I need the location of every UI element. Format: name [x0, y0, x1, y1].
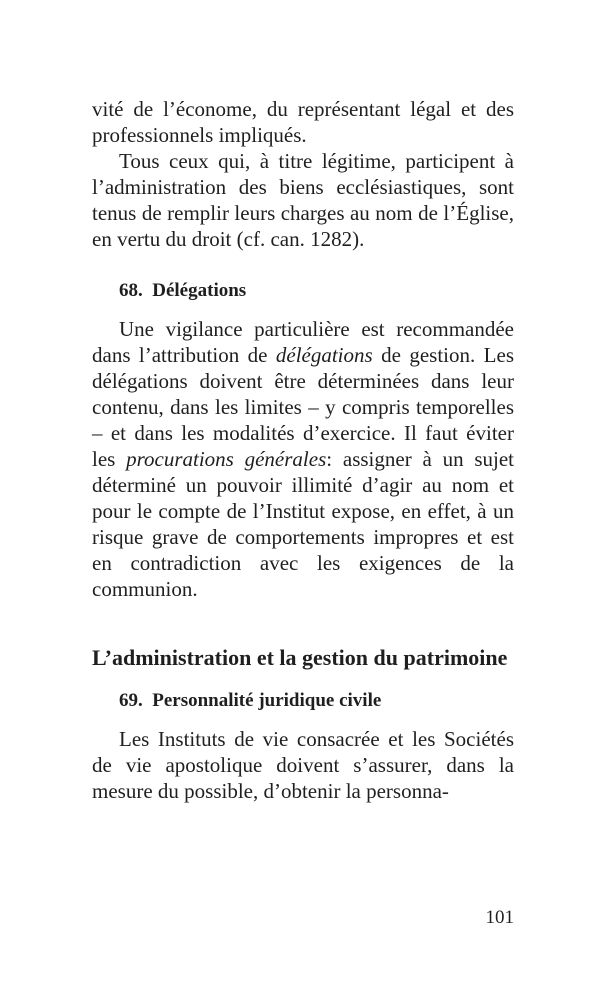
- chapter-heading: L’administration et la gestion du patrimoine: [92, 645, 508, 670]
- italic-term-delegations: délégations: [275, 343, 373, 367]
- page-number: 101: [485, 907, 514, 928]
- section-68-title: Délégations: [152, 280, 247, 301]
- spacer: [92, 304, 514, 316]
- text-run: Une vigilance particulière est recommandée dans l’attribution de: [92, 317, 514, 367]
- section-69-number: 69.: [119, 690, 143, 711]
- section-68-heading: [92, 278, 514, 304]
- text-run: : assigner à un sujet déterminé un pouvoir illimité d’agir au nom et pour le compte de l’Institut expose, en effet, à un risque grave de comportements impropres et est en contradiction avec les exigences de la communion.: [92, 447, 515, 601]
- paragraph-intro: vité de l’économe, du représentant légal et des professionnels impliqués.: [92, 97, 514, 147]
- page-content: [92, 96, 514, 804]
- section-68-number: 68.: [119, 280, 143, 301]
- italic-term-procurations: procurations générales: [126, 447, 327, 471]
- paragraph-delegations: [92, 316, 514, 602]
- text-run: de gestion. Les délégations doivent être déterminées dans leur contenu, dans les limites – y compris temporelles – et dans les modalités d’exercice. Il faut éviter les: [92, 343, 514, 471]
- paragraph-personnalite: Les Instituts de vie consacrée et les Sociétés de vie apostolique doivent s’assurer, dans la mesure du possible, d’obtenir la personna-: [92, 727, 514, 803]
- spacer: [92, 672, 514, 688]
- section-69-heading: [92, 688, 514, 714]
- spacer: [92, 252, 514, 278]
- section-69-title: Personnalité juridique civile: [152, 690, 382, 711]
- spacer: [92, 602, 514, 644]
- paragraph-tous-ceux: Tous ceux qui, à titre légitime, participent à l’administration des biens ecclésiastiques, sont tenus de remplir leurs charges au nom de l’Église, en vertu du droit (cf. can. 1282).: [92, 149, 514, 251]
- spacer: [92, 714, 514, 726]
